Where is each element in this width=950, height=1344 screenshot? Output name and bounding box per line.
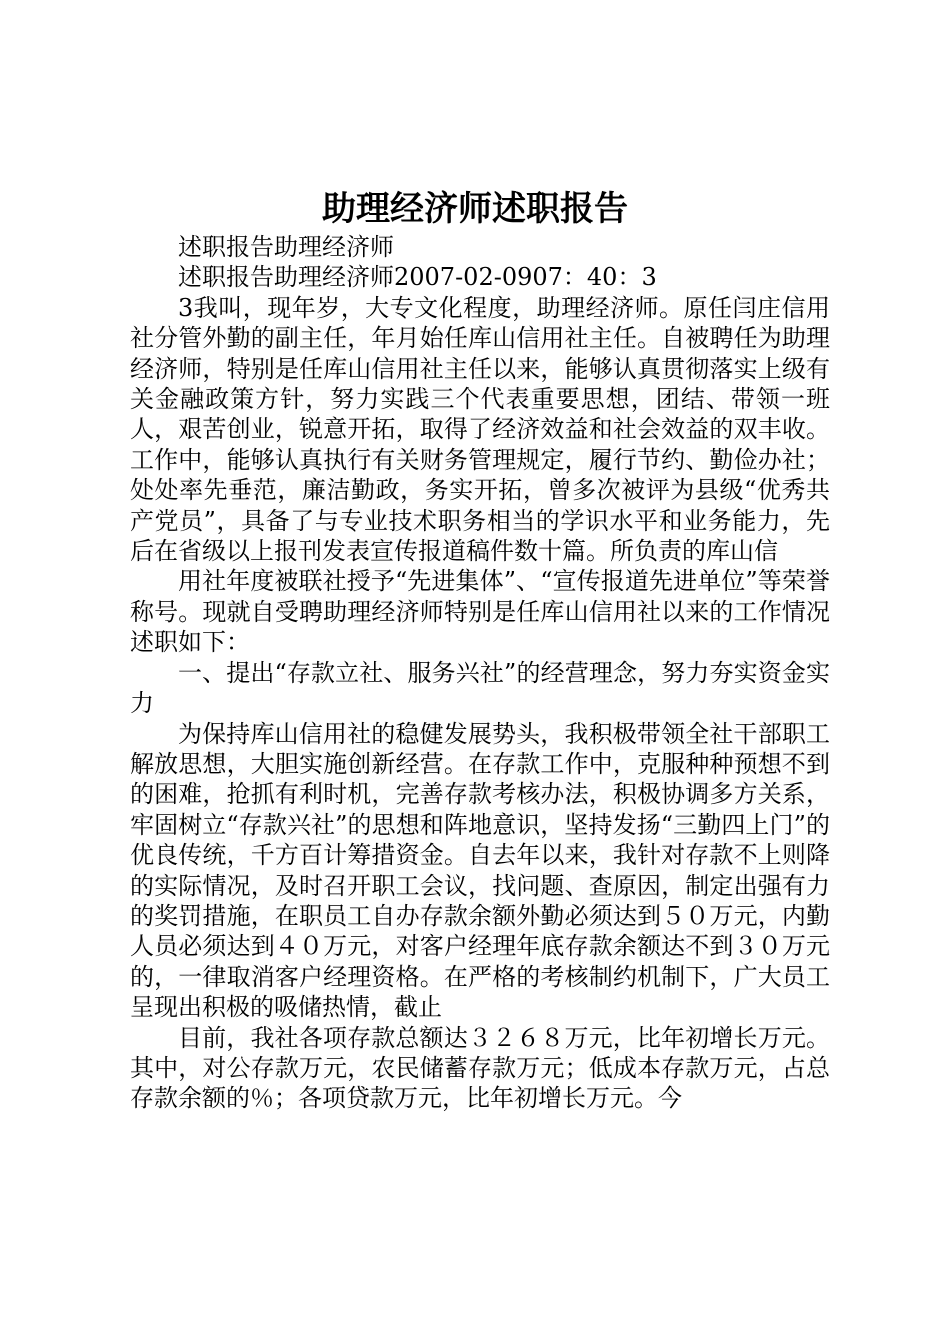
paragraph-section-heading: 一、提出“存款立社、服务兴社”的经营理念，努力夯实资金实力 [130, 658, 830, 718]
document-title: 助理经济师述职报告 [322, 189, 628, 229]
paragraph-honors: 用社年度被联社授予“先进集体”、“宣传报道先进单位”等荣誉称号。现就自受聘助理经济师特别是任库山信用社以来的工作情况述职如下： [130, 567, 830, 657]
paragraph-source-line: 述职报告助理经济师2007-02-0907：40：3 [178, 263, 657, 292]
paragraph-deposit-work: 为保持库山信用社的稳健发展势头，我积极带领全社干部职工解放思想，大胆实施创新经营。在存款工作中，克服种种预想不到的困难，抢抓有利时机，完善存款考核办法，积极协调多方关系，牢固树立“存款兴社”的思想和阵地意识，坚持发扬“三勤四上门”的优良传统，千方百计筹措资金。自去年以来，我针对存款不上则降的实际情况，及时召开职工会议，找问题、查原因，制定出强有力的奖罚措施，在职员工自办存款余额外勤必须达到５０万元，内勤人员必须达到４０万元，对客户经理年底存款余额达不到３０万元的，一律取消客户经理资格。在严格的考核制约机制下，广大员工呈现出积极的吸储热情，截止 [130, 719, 830, 1022]
paragraph-subtitle: 述职报告助理经济师 [178, 233, 394, 261]
paragraph-results: 目前，我社各项存款总额达３２６８万元，比年初增长万元。其中，对公存款万元，农民储蓄存款万元；低成本存款万元，占总存款余额的％；各项贷款万元，比年初增长万元。今 [130, 1023, 830, 1113]
paragraph-intro: 3我叫，现年岁，大专文化程度，助理经济师。原任闫庄信用社分管外勤的副主任，年月始任库山信用社主任。自被聘任为助理经济师，特别是任库山信用社主任以来，能够认真贯彻落实上级有关金融政策方针，努力实践三个代表重要思想，团结、带领一班人，艰苦创业，锐意开拓，取得了经济效益和社会效益的双丰收。工作中，能够认真执行有关财务管理规定，履行节约、勤俭办社；处处率先垂范，廉洁勤政，务实开拓，曾多次被评为县级“优秀共产党员”，具备了与专业技术职务相当的学识水平和业务能力，先后在省级以上报刊发表宣传报道稿件数十篇。所负责的库山信 [130, 293, 830, 566]
document-body [130, 232, 830, 1114]
